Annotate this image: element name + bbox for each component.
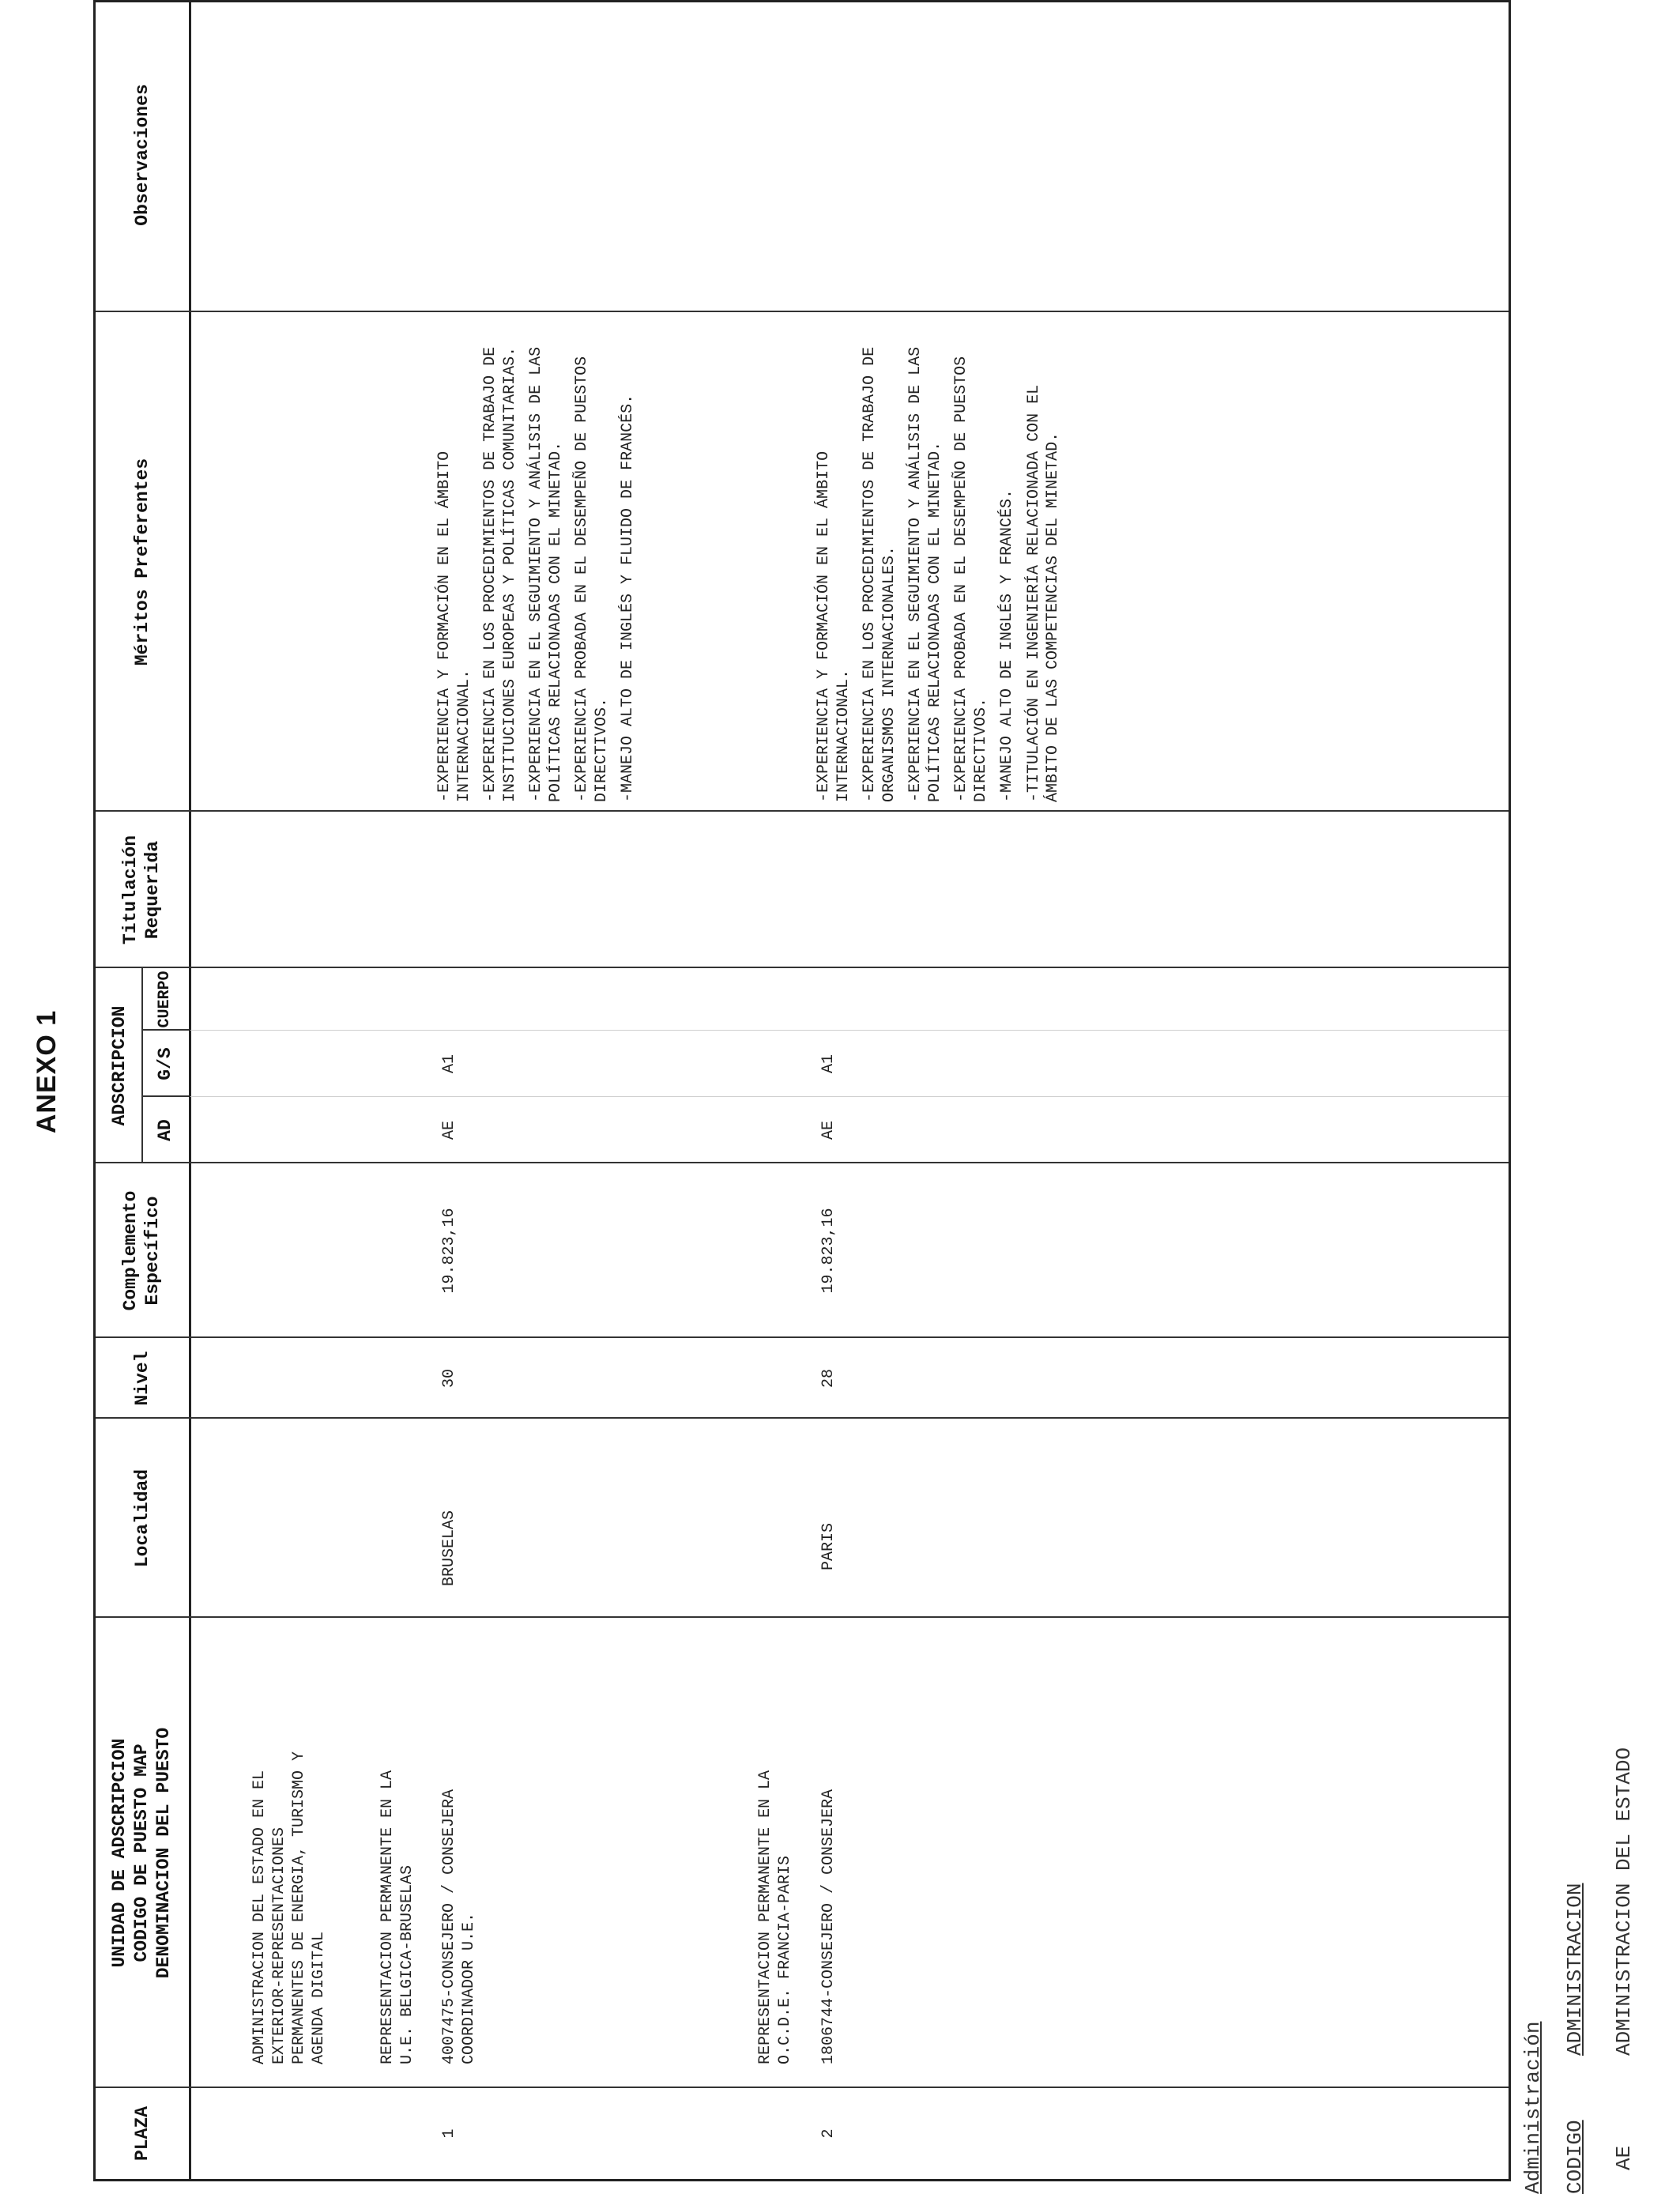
administration-code: AE (819, 1121, 838, 1140)
header-cuerpo: CUERPO (156, 971, 174, 1028)
level: 30 (440, 1369, 458, 1389)
org-unit-text: ADMINISTRACION DEL ESTADO EN EL EXTERIOR-REPRESENTACIONES PERMANENTES DE ENERGIA, TURISMO Y AGENDA DIGITAL (250, 1751, 328, 2064)
header-nivel: Nivel (132, 1351, 153, 1406)
level: 28 (819, 1369, 838, 1389)
cell-divider (190, 1030, 1509, 1031)
merit-item: -EXPERIENCIA EN EL SEGUIMIENTO Y ANÁLISIS DE LAS POLÍTICAS RELACIONADAS CON EL MINETAD. (527, 346, 565, 802)
column-divider (96, 967, 1509, 968)
locality: BRUSELAS (440, 1510, 458, 1586)
header-unidad-line: UNIDAD DE ADSCRIPCION (109, 1738, 130, 1968)
plaza-number: 1 (440, 2128, 458, 2139)
merit-item: -EXPERIENCIA PROBADA EN EL DESEMPEÑO DE PUESTOS DIRECTIVOS. (952, 356, 990, 802)
unit-name: REPRESENTACION PERMANENTE EN LA O.C.D.E. FRANCIA-PARIS (756, 1770, 794, 2064)
merits-list (435, 320, 646, 802)
legend-admin-header: ADMINISTRACION (1563, 1883, 1587, 2056)
merit-item: -EXPERIENCIA Y FORMACIÓN EN EL ÁMBITO INTERNACIONAL. (815, 450, 853, 802)
legend-description: ADMINISTRACION DEL ESTADO (1612, 1747, 1636, 2056)
header-adscripcion: ADSCRIPCION (109, 1005, 130, 1126)
specific-complement: 19.823,16 (819, 1208, 838, 1294)
header-localidad: Localidad (132, 1468, 153, 1568)
org-sub-unit-text: REPRESENTACION PERMANENTE EN LA U.E. BELGICA-BRUSELAS (379, 1770, 416, 2064)
locality: PARIS (819, 1522, 838, 1570)
column-divider (96, 311, 1509, 312)
cell-divider (190, 1096, 1509, 1097)
header-unidad-line: DENOMINACION DEL PUESTO (153, 1727, 174, 1979)
position-name: 4007475-CONSEJERO / CONSEJERA COORDINADOR U.E. (440, 1789, 478, 2064)
adscripcion-subdivider (141, 968, 143, 1163)
column-divider (96, 1417, 1509, 1419)
legend-heading: Administración (1521, 2021, 1545, 2194)
merit-item: -EXPERIENCIA EN EL SEGUIMIENTO Y ANÁLISIS DE LAS POLÍTICAS RELACIONADAS CON EL MINETAD. (906, 346, 944, 802)
merit-item: -MANEJO ALTO DE INGLÉS Y FRANCÉS. (998, 488, 1016, 802)
column-divider (96, 810, 1509, 812)
header-complemento-line: Complemento (120, 1190, 141, 1311)
merit-item: -EXPERIENCIA EN LOS PROCEDIMIENTOS DE TRABAJO DE INSTITUCIONES EUROPEAS Y POLÍTICAS COMUNITARIAS. (481, 346, 519, 802)
merits-list (815, 320, 1071, 802)
header-ad: AD (155, 1119, 175, 1141)
header-observaciones: Observaciones (132, 84, 153, 226)
legend-code-header: CODIGO (1563, 2120, 1587, 2194)
header-titulacion-line: Requerida (142, 840, 163, 940)
header-titulacion (119, 812, 164, 968)
administration-code: AE (440, 1121, 458, 1140)
plaza-number: 2 (819, 2128, 838, 2139)
group-code: A1 (440, 1054, 458, 1074)
header-plaza: PLAZA (132, 2106, 153, 2162)
legend-code: AE (1612, 2145, 1636, 2170)
header-titulacion-line: Titulación (120, 835, 141, 945)
header-complemento (119, 1163, 164, 1338)
header-divider (189, 2, 191, 2179)
column-divider (96, 1616, 1509, 1618)
column-divider (96, 1162, 1509, 1163)
specific-complement: 19.823,16 (440, 1208, 458, 1294)
merit-item: -MANEJO ALTO DE INGLÉS Y FLUIDO DE FRANCÉS. (619, 394, 637, 802)
merit-item: -EXPERIENCIA Y FORMACIÓN EN EL ÁMBITO INTERNACIONAL. (435, 450, 473, 802)
group-code: A1 (819, 1054, 838, 1074)
merit-item: -EXPERIENCIA PROBADA EN EL DESEMPEÑO DE PUESTOS DIRECTIVOS. (573, 356, 611, 802)
page-title: ANEXO 1 (32, 1009, 62, 1134)
header-unidad (108, 1618, 175, 2088)
position-name: 1806744-CONSEJERO / CONSEJERA (819, 1789, 838, 2064)
positions-table (93, 0, 1511, 2181)
merit-item: -TITULACIÓN EN INGENIERÍA RELACIONADA CON EL ÁMBITO DE LAS COMPETENCIAS DEL MINETAD. (1024, 384, 1062, 802)
column-divider (96, 2087, 1509, 2088)
merit-item: -EXPERIENCIA EN LOS PROCEDIMIENTOS DE TRABAJO DE ORGANISMOS INTERNACIONALES. (861, 346, 898, 802)
header-gs: G/S (155, 1047, 175, 1080)
header-meritos: Méritos Preferentes (132, 458, 153, 666)
column-divider (96, 1336, 1509, 1338)
header-complemento-line: Específico (142, 1196, 163, 1306)
header-unidad-line: CODIGO DE PUESTO MAP (131, 1744, 152, 1962)
